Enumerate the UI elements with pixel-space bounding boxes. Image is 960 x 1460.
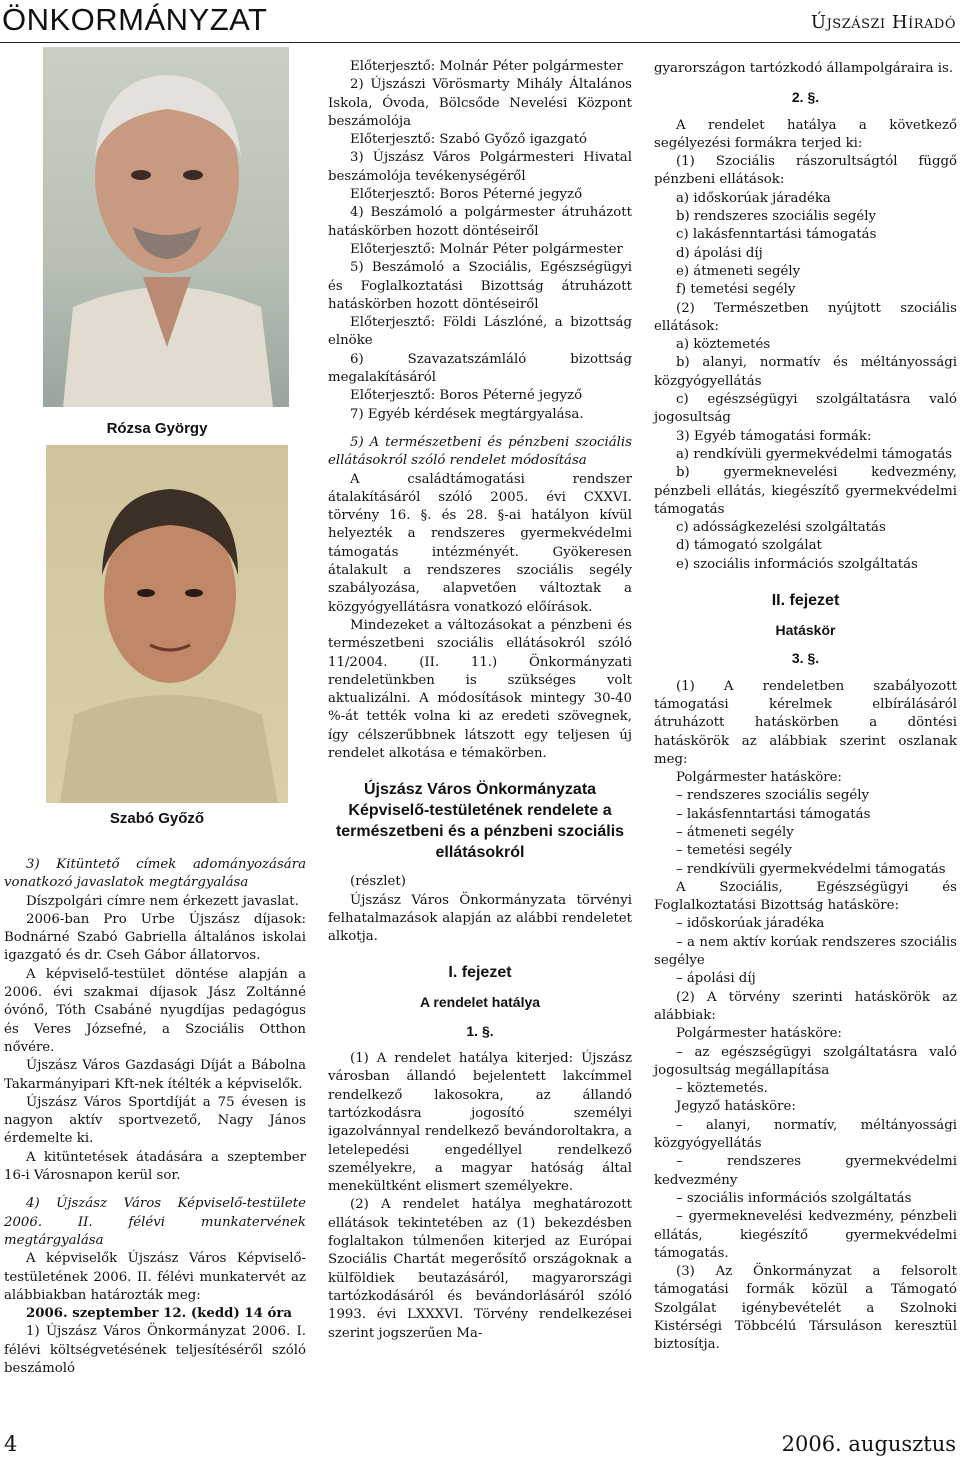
- list-item: b) gyermeknevelési kedvezmény, pénzbeli ellátás, kiegészítő gyermekvédelmi támogatás: [654, 465, 957, 517]
- paragraph: 3) Újszász Város Polgármesteri Hivatal beszámolója tevékenységéről: [328, 150, 632, 184]
- paragraph: Előterjesztő: Földi Lászlóné, a bizottság elnöke: [328, 315, 632, 349]
- column-2: [328, 58, 632, 1343]
- column-1: [4, 856, 306, 1378]
- list-item: d) támogató szolgálat: [676, 538, 822, 554]
- list-item: – temetési segély: [676, 843, 792, 859]
- paragraph: A Szociális, Egészségügyi és Foglalkoztatási Bizottság hatásköre:: [654, 879, 957, 914]
- list-item: e) átmeneti segély: [676, 263, 801, 279]
- paragraph: A képviselők Újszász Város Képviselő-testületének 2006. II. félévi munkatervét az alábbiakban határozták meg:: [4, 1251, 306, 1303]
- photo-caption: Rózsa György: [106, 420, 208, 437]
- agenda-heading: 4) Újszász Város Képviselő-testülete 2006. II. félévi munkatervének megtárgyalása: [4, 1196, 306, 1248]
- paragraph: A családtámogatási rendszer átalakításáról szóló 2005. évi CXXVI. törvény 16. §. és 28. §-ai hatályon kívül helyezték a rendszeres gyermekvédelmi támogatás intézményét. Gyökeresen átalakult a rendszeres szociális segély szabályozása, alapvetően változtak a közgyógyellátásra vonatkozó előírások.: [328, 471, 632, 615]
- paragraph: Előterjesztő: Szabó Győző igazgató: [350, 132, 588, 148]
- portrait-photo-rozsa: [43, 47, 289, 407]
- list-item: c) egészségügyi szolgáltatásra való jogosultság: [654, 392, 957, 426]
- paragraph: Előterjesztő: Molnár Péter polgármester: [350, 59, 623, 74]
- list-item: b) rendszeres szociális segély: [676, 209, 877, 225]
- publication-title: Újszászi Híradó: [810, 12, 956, 33]
- paragraph: Polgármester hatásköre:: [676, 1026, 842, 1042]
- paragraph: A képviselő-testület döntése alapján a 2006. évi szakmai díjasok Jász Zoltánné óvónő, Tóth Csabáné nyugdíjas pedagógus és Veres Józsefné, a Szociális Otthon nővére.: [4, 966, 306, 1055]
- list-item: – alanyi, normatív, méltányossági közgyógyellátás: [654, 1117, 957, 1152]
- list-item: – rendkívüli gyermekvédelmi támogatás: [676, 861, 946, 877]
- list-item: – az egészségügyi szolgáltatásra való jogosultság megállapítása: [654, 1044, 957, 1078]
- agenda-heading: 5) A természetbeni és pénzbeni szociális ellátásokról szóló rendelet módosítása: [328, 434, 632, 469]
- paragraph: Polgármester hatásköre:: [676, 770, 842, 786]
- list-item: – időskorúak járadéka: [676, 916, 825, 932]
- paragraph: (2) A törvény szerinti hatáskörök az alábbiak:: [654, 989, 957, 1023]
- paragraph: Jegyző hatásköre:: [676, 1099, 796, 1115]
- paragraph: 4) Beszámoló a polgármester átruházott hatáskörben hozott döntéseiről: [328, 205, 632, 239]
- agenda-heading: 3) Kitüntető címek adományozására vonatkozó javaslatok megtárgyalása: [4, 857, 306, 891]
- paragraph: Előterjesztő: Molnár Péter polgármester: [350, 241, 623, 257]
- paragraph: 3) Egyéb támogatási formák:: [676, 428, 872, 444]
- paragraph: Újszász Város Gazdasági Díját a Bábolna Takarmányipari Kft-nek ítélték a képviselők.: [4, 1058, 306, 1092]
- issue-date: 2006. augusztus: [781, 1432, 956, 1456]
- list-item: – szociális információs szolgáltatás: [676, 1190, 912, 1206]
- list-item: – a nem aktív korúak rendszeres szociális segélye: [654, 934, 957, 969]
- list-item: a) köztemetés: [676, 337, 771, 353]
- list-item: – gyermeknevelési kedvezmény, pénzbeli ellátás, kiegészítő gyermekvédelmi támogatás.: [654, 1209, 957, 1261]
- paragraph: 5) Beszámoló a Szociális, Egészségügyi és Foglalkoztatási Bizottság átruházott hatáskörben hozott döntéseiről: [328, 260, 632, 312]
- paragraph: Előterjesztő: Boros Péterné jegyző: [350, 388, 583, 404]
- decree-title: Újszász Város Önkormányzata Képviselő-testületének rendelete a természetbeni és a pénzbeni szociális ellátásokról: [335, 781, 625, 862]
- list-item: – lakásfenntartási támogatás: [676, 806, 871, 822]
- list-item: c) adósságkezelési szolgáltatás: [676, 520, 886, 536]
- paragraph: Újszász Város Önkormányzata törvényi felhatalmazások alapján az alábbi rendeletet alkotja.: [328, 892, 632, 945]
- list-item: a) rendkívüli gyermekvédelmi támogatás: [676, 446, 953, 462]
- paragraph: Mindezeket a változásokat a pénzbeni és természetbeni szociális ellátásokról szóló 11/2004. (II. 11.) Önkormányzati rendeletünkben is szükséges volt aktualizálni. A módosítások mintegy 30-40 %-át tették volna ki az eredeti szövegnek, így célszerűbbnek látszott egy teljesen új rendelet alkotása e témakörben.: [328, 617, 632, 761]
- list-item: – köztemetés.: [676, 1081, 768, 1097]
- list-item: – rendszeres szociális segély: [676, 788, 870, 804]
- chapter-subtitle: Hatáskör: [775, 622, 836, 639]
- paragraph: A rendelet hatálya a következő segélyezési formákra terjed ki:: [654, 117, 957, 151]
- list-item: – rendszeres gyermekvédelmi kedvezmény: [654, 1154, 957, 1188]
- paragraph: (1) A rendelet hatálya kiterjed: Újszász városban állandó bejelentett lakcímmel rendelkező lakosokra, az állandó tartózkodásra jogosító személyi igazolvánnyal rendelkező bevándoroltakra, a letelepedési engedéllyel rendelkező személyekre, a magyar hatóság által menekültként elismert személyekre.: [328, 1051, 632, 1195]
- paragraph: gyarországon tartózkodó állampolgáraira is.: [654, 61, 954, 76]
- list-item: d) ápolási díj: [676, 245, 763, 261]
- page-header: [0, 0, 960, 43]
- list-item: – átmeneti segély: [676, 824, 794, 840]
- portrait-photo-szabo: [46, 445, 288, 803]
- paragraph: 6) Szavazatszámláló bizottság megalakításáról: [328, 351, 632, 386]
- paragraph: (1) Szociális rászorultságtól függő pénzbeni ellátások:: [654, 154, 957, 188]
- section-number: 2. §.: [791, 89, 820, 106]
- paragraph: (2) A rendelet hatálya meghatározott ellátások tekintetében az (1) bekezdésben foglaltakon túlmenően kiterjed az Európai Szociális Chartát megerősítő országoknak a külföldiek beutazásáról, magyarországi tartózkodásáról és bevándorlásáról szóló 1993. évi LXXXVI. Törvény rendelkezései szerint jogszerűen Ma-: [328, 1197, 632, 1341]
- column-3: [654, 60, 957, 1355]
- list-item: c) lakásfenntartási támogatás: [676, 227, 877, 243]
- paragraph: Díszpolgári címre nem érkezett javaslat.: [26, 893, 299, 909]
- paragraph: (részlet): [350, 874, 406, 890]
- paragraph: 2006-ban Pro Urbe Újszász díjasok: Bodnárné Szabó Gabriella általános iskolai igazgató és dr. Cseh Gábor állatorvos.: [4, 911, 306, 964]
- paragraph: 7) Egyéb kérdések megtárgyalása.: [350, 406, 584, 422]
- meeting-date: 2006. szeptember 12. (kedd) 14 óra: [26, 1306, 292, 1322]
- page-number: 4: [4, 1432, 18, 1456]
- paragraph: (2) Természetben nyújtott szociális ellátások:: [654, 300, 957, 334]
- chapter-heading: I. fejezet: [448, 964, 512, 982]
- photo-caption: Szabó Győző: [109, 810, 205, 827]
- paragraph: A kitüntetések átadására a szeptember 16-i Városnapon kerül sor.: [4, 1149, 306, 1184]
- list-item: a) időskorúak járadéka: [676, 190, 831, 206]
- list-item: e) szociális információs szolgáltatás: [676, 556, 918, 572]
- section-number: 3. §.: [791, 650, 820, 667]
- chapter-heading: II. fejezet: [771, 592, 840, 610]
- section-title: ÖNKORMÁNYZAT: [2, 2, 268, 37]
- paragraph: 1) Újszász Város Önkormányzat 2006. I. félévi költségvetésének teljesítéséről szóló beszámoló: [4, 1324, 306, 1377]
- paragraph: (3) Az Önkormányzat a felsorolt támogatási formák közül a Támogató Szolgálat igénybevételét a Szolnoki Kistérségi Többcélú Társuláson keresztül biztosítja.: [654, 1264, 957, 1353]
- paragraph: 2) Újszászi Vörösmarty Mihály Általános Iskola, Óvoda, Bölcsőde Nevelési Központ beszámolója: [328, 77, 632, 129]
- list-item: f) temetési segély: [676, 282, 796, 298]
- paragraph: (1) A rendeletben szabályozott támogatási kérelmek elbírálásáról átruházott hatáskörben a döntési hatáskörök az alábbiak szerint oszlanak meg:: [654, 678, 957, 767]
- list-item: – ápolási díj: [676, 971, 756, 987]
- chapter-subtitle: A rendelet hatálya: [419, 994, 541, 1011]
- list-item: b) alanyi, normatív és méltányossági közgyógyellátás: [654, 355, 957, 389]
- paragraph: Újszász Város Sportdíját a 75 évesen is nagyon aktív sportvezető, Nagy János érdemelte ki.: [4, 1094, 306, 1147]
- section-number: 1. §.: [466, 1022, 494, 1039]
- paragraph: Előterjesztő: Boros Péterné jegyző: [350, 187, 583, 203]
